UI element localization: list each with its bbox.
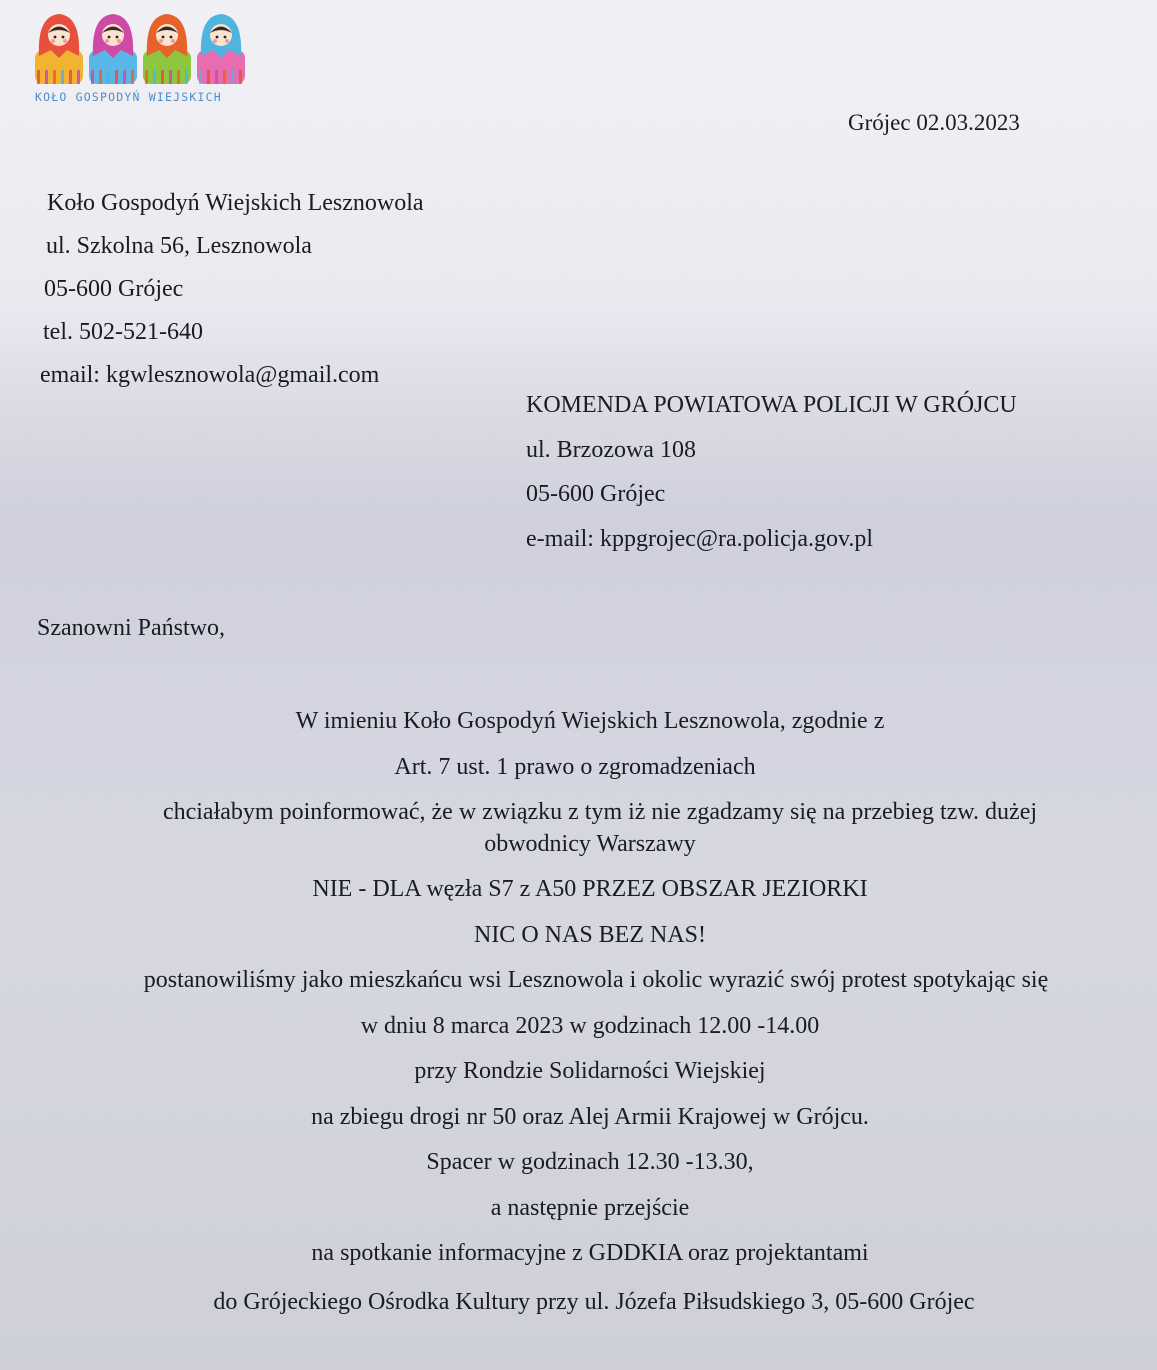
recipient-name: KOMENDA POWIATOWA POLICJI W GRÓJCU <box>526 392 1017 418</box>
body-line: NIC O NAS BEZ NAS! <box>473 922 706 948</box>
body-line: w dniu 8 marca 2023 w godzinach 12.00 -14.00 <box>360 1013 820 1039</box>
sender-phone: tel. 502-521-640 <box>43 319 203 345</box>
body-line: przy Rondzie Solidarności Wiejskiej <box>414 1058 766 1084</box>
recipient-street: ul. Brzozowa 108 <box>526 437 696 463</box>
sender-city: 05-600 Grójec <box>44 276 184 302</box>
body-line: obwodnicy Warszawy <box>484 831 696 857</box>
body-line: Spacer w godzinach 12.30 -13.30, <box>426 1149 754 1175</box>
body-line: Art. 7 ust. 1 prawo o zgromadzeniach <box>394 754 756 780</box>
recipient-city: 05-600 Grójec <box>526 481 666 507</box>
body-line: na spotkanie informacyjne z GDDKIA oraz projektantami <box>311 1240 869 1266</box>
kgw-logo <box>32 10 248 110</box>
logo-text: KOŁO GOSPODYŃ WIEJSKICH <box>35 90 222 104</box>
body-line: W imieniu Koło Gospodyń Wiejskich Lesznowola, zgodnie z <box>295 708 885 734</box>
body-line: na zbiegu drogi nr 50 oraz Alej Armii Krajowej w Grójcu. <box>311 1104 869 1130</box>
recipient-email: e-mail: kppgrojec@ra.policja.gov.pl <box>526 526 874 552</box>
letter-date: Grójec 02.03.2023 <box>848 110 1020 135</box>
body-line: postanowiliśmy jako mieszkańcu wsi Lesznowola i okolic wyrazić swój protest spotykając się <box>143 967 1049 993</box>
sender-name: Koło Gospodyń Wiejskich Lesznowola <box>47 190 424 216</box>
body-line: chciałabym poinformować, że w związku z tym iż nie zgadzamy się na przebieg tzw. dużej <box>162 799 1038 825</box>
doll-icon <box>197 14 245 84</box>
body-line: NIE - DLA węzła S7 z A50 PRZEZ OBSZAR JEZIORKI <box>312 876 868 902</box>
doll-icon <box>89 14 137 84</box>
greeting: Szanowni Państwo, <box>37 615 225 641</box>
body-line: a następnie przejście <box>490 1195 690 1221</box>
sender-street: ul. Szkolna 56, Lesznowola <box>46 233 312 259</box>
doll-icon <box>35 14 83 84</box>
matryoshka-dolls-icon <box>32 10 248 90</box>
doll-icon <box>143 14 191 84</box>
body-line: do Grójeckiego Ośrodka Kultury przy ul. Józefa Piłsudskiego 3, 05-600 Grójec <box>213 1289 975 1315</box>
sender-email: email: kgwlesznowola@gmail.com <box>40 362 380 388</box>
